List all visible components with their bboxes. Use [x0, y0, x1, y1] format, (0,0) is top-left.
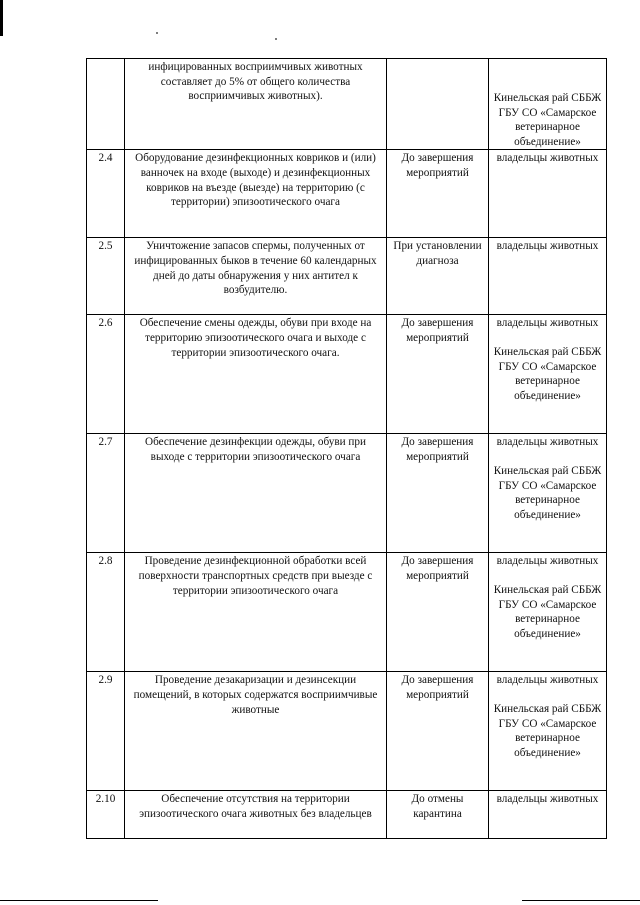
row-number: 2.6: [87, 315, 125, 434]
row-term: До завершения мероприятий: [387, 315, 489, 434]
row-term: [387, 59, 489, 150]
responsible-owners: владельцы животных: [496, 555, 599, 568]
row-responsible: [489, 315, 607, 434]
table-row: [87, 553, 607, 672]
page-edge-mark: [0, 0, 3, 36]
row-term: До завершения мероприятий: [387, 434, 489, 553]
responsible-owners: владельцы животных: [496, 152, 599, 165]
table-row: [87, 672, 607, 791]
responsible-owners: владельцы животных: [496, 436, 599, 449]
row-number: [87, 59, 125, 150]
row-number: 2.8: [87, 553, 125, 672]
responsible-office: Кинельская рай СББЖ ГБУ СО «Самарское ветеринарное объединение»: [493, 583, 602, 640]
row-responsible: [489, 150, 607, 238]
responsible-office: Кинельская рай СББЖ ГБУ СО «Самарское ветеринарное объединение»: [493, 464, 602, 521]
row-responsible: [489, 672, 607, 791]
row-action: Проведение дезинфекционной обработки всей поверхности транспортных средств при выезде с территории эпизоотического очага: [125, 553, 387, 672]
table-row: [87, 315, 607, 434]
row-responsible: [489, 553, 607, 672]
row-number: 2.5: [87, 238, 125, 315]
row-action: инфицированных восприимчивых животных составляет до 5% от общего количества восприимчивых животных).: [125, 59, 387, 150]
row-action: Обеспечение отсутствия на территории эпизоотического очага животных без владельцев: [125, 791, 387, 839]
row-responsible: [489, 434, 607, 553]
row-responsible: [489, 791, 607, 839]
row-action: Обеспечение дезинфекции одежды, обуви при выходе с территории эпизоотического очага: [125, 434, 387, 553]
row-action: Проведение дезакаризации и дезинсекции помещений, в которых содержатся восприимчивые животные: [125, 672, 387, 791]
table-row: [87, 150, 607, 238]
row-responsible: [489, 59, 607, 150]
table-row: [87, 434, 607, 553]
responsible-owners: владельцы животных: [496, 674, 599, 687]
row-number: 2.4: [87, 150, 125, 238]
footer-rule: [522, 900, 640, 901]
row-number: 2.7: [87, 434, 125, 553]
responsible-owners: владельцы животных: [496, 793, 599, 806]
row-number: 2.10: [87, 791, 125, 839]
responsible-office: Кинельская рай СББЖ ГБУ СО «Самарское ветеринарное объединение»: [493, 92, 602, 148]
row-action: Обеспечение смены одежды, обуви при входе на территорию эпизоотического очага и выходе с территории эпизоотического очага.: [125, 315, 387, 434]
scan-speck: [275, 38, 277, 40]
row-term: До завершения мероприятий: [387, 553, 489, 672]
scan-speck: [156, 32, 158, 34]
table-row: [87, 238, 607, 315]
row-term: До отмены карантина: [387, 791, 489, 839]
row-action: Уничтожение запасов спермы, полученных от инфицированных быков в течение 60 календарных дней до даты обнаружения у них антител к возбудителю.: [125, 238, 387, 315]
responsible-owners: владельцы животных: [496, 317, 599, 330]
table-row: [87, 791, 607, 839]
row-action: Оборудование дезинфекционных ковриков и (или) ванночек на входе (выходе) и дезинфекционных ковриков на въезде (выезде) на территорию (с территории) эпизоотического очага: [125, 150, 387, 238]
responsible-office: Кинельская рай СББЖ ГБУ СО «Самарское ветеринарное объединение»: [493, 345, 602, 402]
row-term: До завершения мероприятий: [387, 150, 489, 238]
footer-rule: [0, 900, 158, 901]
row-term: При установлении диагноза: [387, 238, 489, 315]
row-number: 2.9: [87, 672, 125, 791]
table-row: [87, 59, 607, 150]
row-term: До завершения мероприятий: [387, 672, 489, 791]
responsible-office: Кинельская рай СББЖ ГБУ СО «Самарское ветеринарное объединение»: [493, 702, 602, 759]
measures-table: [86, 58, 607, 839]
row-responsible: [489, 238, 607, 315]
responsible-owners: владельцы животных: [496, 240, 599, 253]
